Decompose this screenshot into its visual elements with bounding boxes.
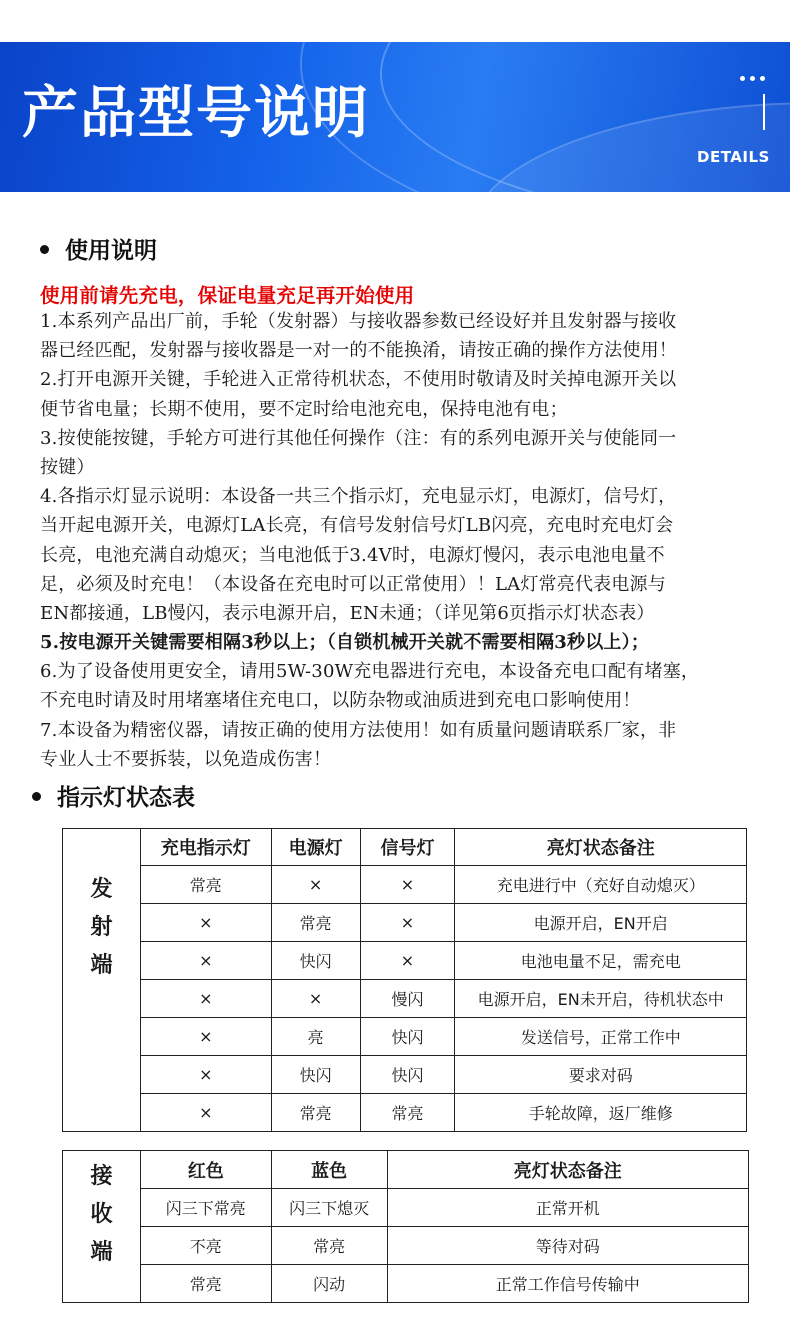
- table-cell: 慢闪: [360, 980, 455, 1018]
- instruction-line: 7.本设备为精密仪器，请按正确的使用方法使用！如有质量问题请联系厂家，非: [40, 719, 677, 741]
- table-cell: 正常工作信号传输中: [387, 1265, 748, 1303]
- table-cell: ×: [360, 866, 455, 904]
- receiver-side-label: 接 收 端: [63, 1151, 141, 1303]
- table-cell: 闪三下熄灭: [271, 1189, 387, 1227]
- instruction-line: 4.各指示灯显示说明：本设备一共三个指示灯，充电显示灯，电源灯，信号灯，: [40, 486, 677, 508]
- header-banner: [0, 42, 790, 192]
- instruction-line: 6.为了设备使用更安全，请用5W-30W充电器进行充电，本设备充电口配有堵塞，: [40, 661, 700, 683]
- corner-cell: [63, 829, 141, 866]
- table-cell: 常亮: [140, 866, 271, 904]
- table-cell: ×: [360, 904, 455, 942]
- column-header: 电源灯: [271, 829, 360, 866]
- table-cell: 常亮: [271, 1227, 387, 1265]
- bullet-icon: [40, 245, 49, 254]
- table-row: [63, 1227, 749, 1265]
- column-header: 蓝色: [271, 1151, 387, 1189]
- table-cell: 电源开启，EN开启: [455, 904, 747, 942]
- table-row: [63, 980, 747, 1018]
- table-cell: ×: [360, 942, 455, 980]
- instruction-line: 按键）: [40, 456, 95, 478]
- table-cell: ×: [140, 942, 271, 980]
- vertical-divider: [763, 94, 765, 130]
- table-cell: ×: [140, 1056, 271, 1094]
- usage-heading-text: 使用说明: [65, 238, 157, 264]
- status-heading: [32, 779, 195, 812]
- instruction-line: 1.本系列产品出厂前，手轮（发射器）与接收器参数已经设好并且发射器与接收: [40, 311, 677, 332]
- table-cell: 充电进行中（充好自动熄灭）: [455, 866, 747, 904]
- table-cell: 快闪: [271, 1056, 360, 1094]
- table-row: [63, 866, 747, 904]
- column-header: 充电指示灯: [140, 829, 271, 866]
- table-cell: ×: [271, 980, 360, 1018]
- table-cell: 常亮: [360, 1094, 455, 1132]
- table-row: [63, 942, 747, 980]
- status-heading-text: 指示灯状态表: [57, 785, 195, 811]
- instruction-line: 器已经匹配，发射器与接收器是一对一的不能换淆，请按正确的操作方法使用！: [40, 340, 677, 362]
- table-cell: 电池电量不足，需充电: [455, 942, 747, 980]
- table-cell: 正常开机: [387, 1189, 748, 1227]
- instruction-line: 长亮，电池充满自动熄灭；当电池低于3.4V时，电源灯慢闪，表示电池电量不: [40, 544, 665, 566]
- column-header: 信号灯: [360, 829, 455, 866]
- table-cell: ×: [140, 980, 271, 1018]
- table-cell: ×: [140, 1094, 271, 1132]
- table-cell: 不亮: [140, 1227, 271, 1265]
- table-cell: 常亮: [140, 1265, 271, 1303]
- page-title: 产品型号说明: [22, 81, 370, 146]
- instruction-line: 不充电时请及时用堵塞堵住充电口，以防杂物或油质进到充电口影响使用！: [40, 690, 641, 712]
- table-row: [63, 1056, 747, 1094]
- table-row: [63, 1018, 747, 1056]
- table-cell: 发送信号，正常工作中: [455, 1018, 747, 1056]
- table-row: [63, 904, 747, 942]
- transmitter-status-table: [62, 828, 747, 1132]
- table-cell: 常亮: [271, 904, 360, 942]
- table-cell: 亮: [271, 1018, 360, 1056]
- table-cell: 闪三下常亮: [140, 1189, 271, 1227]
- table-cell: ×: [140, 1018, 271, 1056]
- instruction-line: EN都接通，LB慢闪，表示电源开启，EN未通；（详见第6页指示灯状态表）: [40, 602, 655, 624]
- table-row: [63, 1094, 747, 1132]
- receiver-status-table: [62, 1150, 749, 1303]
- table-cell: 快闪: [271, 942, 360, 980]
- instruction-line: 2.打开电源开关键，手轮进入正常待机状态，不使用时敬请及时关掉电源开关以: [40, 369, 677, 391]
- table-cell: ×: [271, 866, 360, 904]
- details-label: DETAILS: [697, 148, 770, 166]
- charge-warning: 使用前请先充电，保证电量充足再开始使用: [40, 284, 415, 307]
- bullet-icon: [32, 792, 41, 801]
- table-cell: 要求对码: [455, 1056, 747, 1094]
- table-row: [63, 1265, 749, 1303]
- instruction-line: 足，必须及时充电！（本设备在充电时可以正常使用）！LA灯常亮代表电源与: [40, 573, 666, 595]
- table-cell: 快闪: [360, 1018, 455, 1056]
- table-header-row: [63, 1151, 749, 1189]
- table-cell: ×: [140, 904, 271, 942]
- table-cell: 快闪: [360, 1056, 455, 1094]
- table-cell: 等待对码: [387, 1227, 748, 1265]
- transmitter-side-label: 发 射 端: [63, 866, 141, 1132]
- usage-instructions: [40, 307, 780, 774]
- instruction-line-bold: 5.按电源开关键需要相隔3秒以上；（自锁机械开关就不需要相隔3秒以上）；: [40, 632, 650, 654]
- instruction-line: 便节省电量；长期不使用，要不定时给电池充电，保持电池有电；: [40, 398, 568, 420]
- column-header: 亮灯状态备注: [387, 1151, 748, 1189]
- table-cell: 手轮故障，返厂维修: [455, 1094, 747, 1132]
- instruction-line: 专业人士不要拆装，以免造成伤害！: [40, 748, 332, 770]
- table-cell: 电源开启，EN未开启，待机状态中: [455, 980, 747, 1018]
- table-cell: 闪动: [271, 1265, 387, 1303]
- table-row: [63, 1189, 749, 1227]
- column-header: 亮灯状态备注: [455, 829, 747, 866]
- column-header: 红色: [140, 1151, 271, 1189]
- usage-heading: [40, 232, 157, 265]
- instruction-line: 当开起电源开关，电源灯LA长亮，有信号发射信号灯LB闪亮，充电时充电灯会: [40, 515, 674, 537]
- dots-icon: [740, 76, 770, 82]
- table-header-row: [63, 829, 747, 866]
- table-cell: 常亮: [271, 1094, 360, 1132]
- instruction-line: 3.按使能按键，手轮方可进行其他任何操作（注：有的系列电源开关与使能同一: [40, 427, 677, 449]
